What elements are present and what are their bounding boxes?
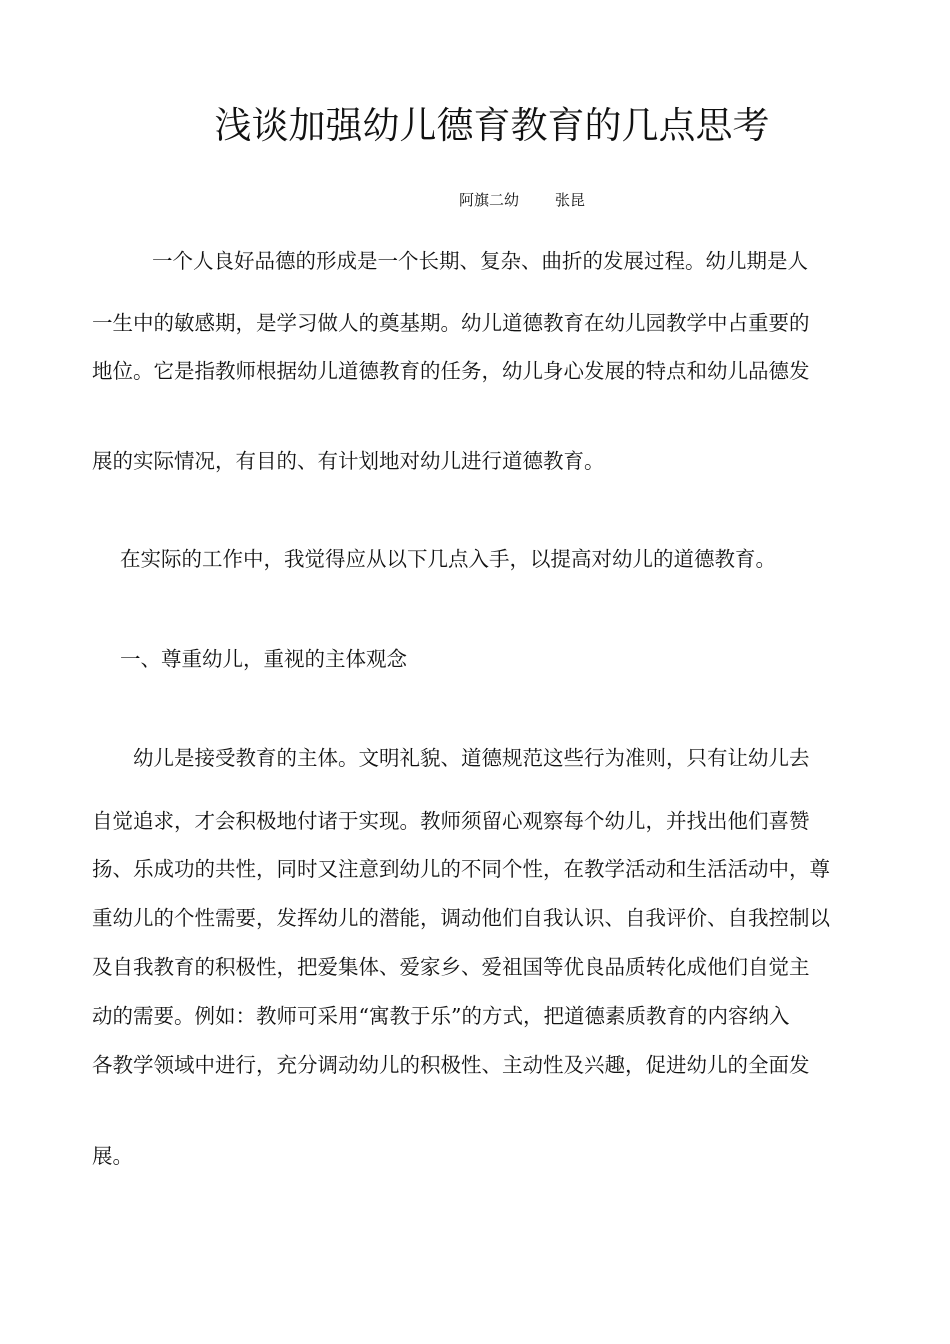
paragraph-1-line-3: 地位。它是指教师根据幼儿道德教育的任务，幼儿身心发展的特点和幼儿品德发 (92, 359, 810, 383)
byline-author: 张昆 (555, 191, 586, 209)
paragraph-3-line-8: 展。 (92, 1144, 133, 1168)
byline (459, 189, 585, 211)
paragraph-3-line-4: 重幼儿的个性需要，发挥幼儿的潜能，调动他们自我认识、自我评价、自我控制以 (92, 906, 830, 930)
paragraph-1-line-1: 一个人良好品德的形成是一个长期、复杂、曲折的发展过程。幼儿期是人 (152, 249, 808, 273)
paragraph-3-line-2: 自觉追求，才会积极地付诸于实现。教师须留心观察每个幼儿，并找出他们喜赞 (92, 809, 810, 833)
paragraph-3-line-1: 幼儿是接受教育的主体。文明礼貌、道德规范这些行为准则，只有让幼儿去 (133, 746, 810, 770)
paragraph-1-line-2: 一生中的敏感期，是学习做人的奠基期。幼儿道德教育在幼儿园教学中占重要的 (92, 311, 810, 335)
paragraph-2-line-1: 在实际的工作中，我觉得应从以下几点入手，以提高对幼儿的道德教育。 (120, 547, 776, 571)
paragraph-3-line-6: 动的需要。例如：教师可采用“寓教于乐”的方式，把道德素质教育的内容纳入 (92, 1004, 790, 1028)
paragraph-1-line-4: 展的实际情况，有目的、有计划地对幼儿进行道德教育。 (92, 449, 605, 473)
paragraph-3-line-3: 扬、乐成功的共性，同时又注意到幼儿的不同个性，在教学活动和生活活动中，尊 (92, 857, 830, 881)
section-heading-1: 一、尊重幼儿，重视的主体观念 (120, 647, 407, 671)
document-title: 浅谈加强幼儿德育教育的几点思考 (214, 104, 770, 147)
byline-school: 阿旗二幼 (459, 191, 520, 209)
paragraph-3-line-5: 及自我教育的积极性，把爱集体、爱家乡、爱祖国等优良品质转化成他们自觉主 (92, 955, 810, 979)
paragraph-3-line-7: 各教学领域中进行，充分调动幼儿的积极性、主动性及兴趣，促进幼儿的全面发 (92, 1053, 810, 1077)
